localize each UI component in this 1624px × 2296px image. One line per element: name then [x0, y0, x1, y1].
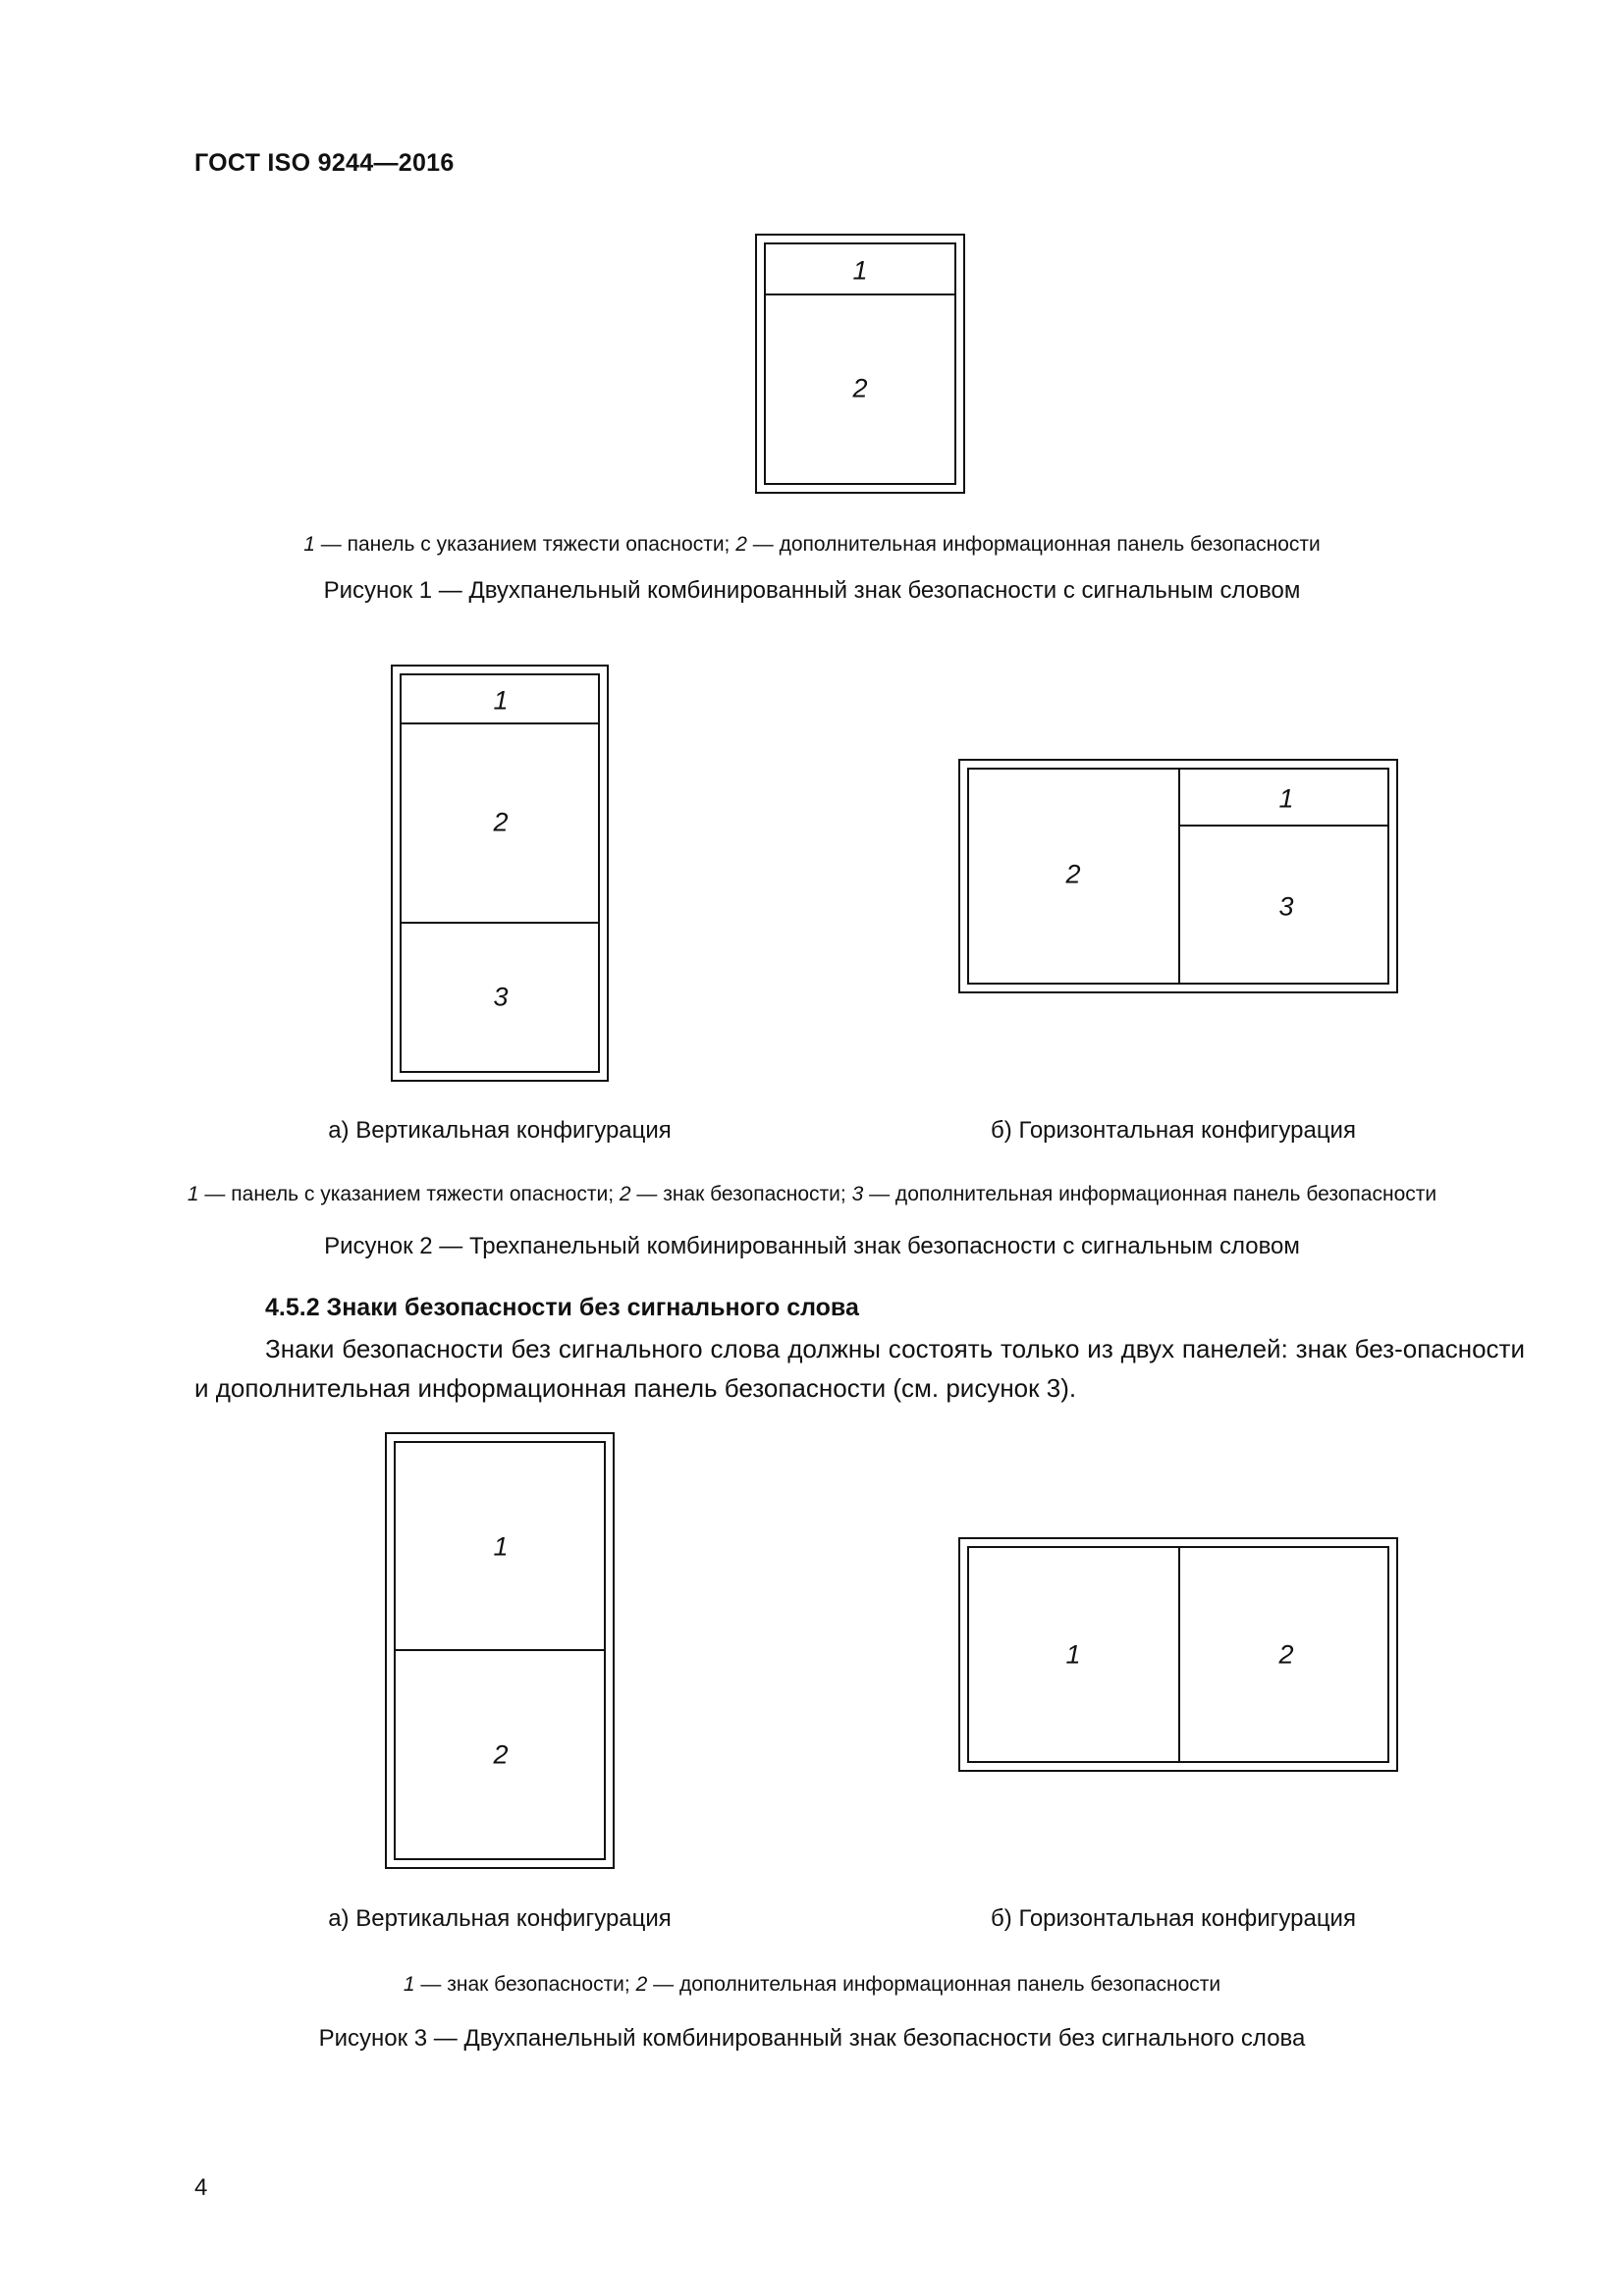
figure-2-vertical-divider-2 [400, 922, 600, 924]
figure-3-caption: Рисунок 3 — Двухпанельный комбинированный знак безопасности без сигнального слова [318, 2025, 1306, 2052]
figure-3-vertical-panel-2-label: 2 [493, 1739, 509, 1770]
legend-number: 1 [403, 1973, 415, 1996]
figure-2-vertical-panel-3-label: 3 [493, 982, 509, 1012]
figure-1-panel-1-label: 1 [852, 255, 868, 286]
legend-number: 3 [851, 1183, 864, 1205]
figure-2-horizontal-panel-1-label: 1 [1278, 783, 1294, 814]
figure-3-horizontal-panel-1-label: 1 [1065, 1639, 1081, 1670]
figure-3-horizontal-panel-2-label: 2 [1278, 1639, 1294, 1670]
section-paragraph-text: Знаки безопасности без сигнального слова должны состоять только из двух панелей: знак без-опасности и дополнительная информационная панель безопасности (см. рисунок 3). [194, 1334, 1525, 1403]
figure-3-horizontal-divider [1178, 1546, 1180, 1763]
figure-2-caption: Рисунок 2 — Трехпанельный комбинированный знак безопасности с сигнальным словом [324, 1233, 1300, 1259]
figure-2-vertical-panel-2-label: 2 [493, 807, 509, 837]
figure-2-legend [0, 1183, 1624, 1206]
legend-number: 1 [303, 533, 315, 556]
figure-3-subcaption-b: б) Горизонтальная конфигурация [991, 1905, 1356, 1932]
legend-text: — знак безопасности; [414, 1973, 636, 1996]
legend-text: — дополнительная информационная панель безопасности [863, 1183, 1437, 1205]
figure-2-horizontal-right-divider [1178, 825, 1389, 827]
figure-2-subcaption-a: а) Вертикальная конфигурация [328, 1117, 672, 1144]
figure-1-divider [764, 294, 956, 295]
figure-3-vertical-divider [394, 1649, 606, 1651]
figure-2-horizontal-panel-3-label: 3 [1278, 891, 1294, 922]
figure-2-vertical-inner-frame [400, 673, 600, 1073]
figure-1-legend [0, 533, 1624, 557]
figure-3-subcaption-a: а) Вертикальная конфигурация [328, 1905, 672, 1932]
figure-1-panel-2-label: 2 [852, 373, 868, 403]
legend-text: — дополнительная информационная панель безопасности [746, 533, 1321, 556]
legend-number: 1 [187, 1183, 199, 1205]
figure-1-caption: Рисунок 1 — Двухпанельный комбинированный знак безопасности с сигнальным словом [323, 577, 1301, 604]
figure-2-subcaption-b: б) Горизонтальная конфигурация [991, 1117, 1356, 1144]
legend-text: — панель с указанием тяжести опасности; [314, 533, 736, 556]
figure-3-legend [0, 1973, 1624, 1997]
legend-text: — дополнительная информационная панель безопасности [647, 1973, 1221, 1996]
figure-2-vertical-panel-1-label: 1 [493, 685, 509, 716]
document-header: ГОСТ ISO 9244—2016 [194, 149, 455, 177]
legend-text: — знак безопасности; [630, 1183, 852, 1205]
section-title: 4.5.2 Знаки безопасности без сигнального слова [265, 1294, 859, 1321]
legend-number: 2 [735, 533, 747, 556]
legend-number: 2 [619, 1183, 631, 1205]
section-paragraph [194, 1329, 1525, 1408]
figure-2-horizontal-vertical-divider [1178, 768, 1180, 985]
legend-number: 2 [635, 1973, 648, 1996]
figure-3-vertical-panel-1-label: 1 [493, 1531, 509, 1562]
figure-2-vertical-divider-1 [400, 722, 600, 724]
legend-text: — панель с указанием тяжести опасности; [198, 1183, 620, 1205]
page-number: 4 [194, 2174, 208, 2201]
figure-2-horizontal-panel-2-label: 2 [1065, 859, 1081, 889]
